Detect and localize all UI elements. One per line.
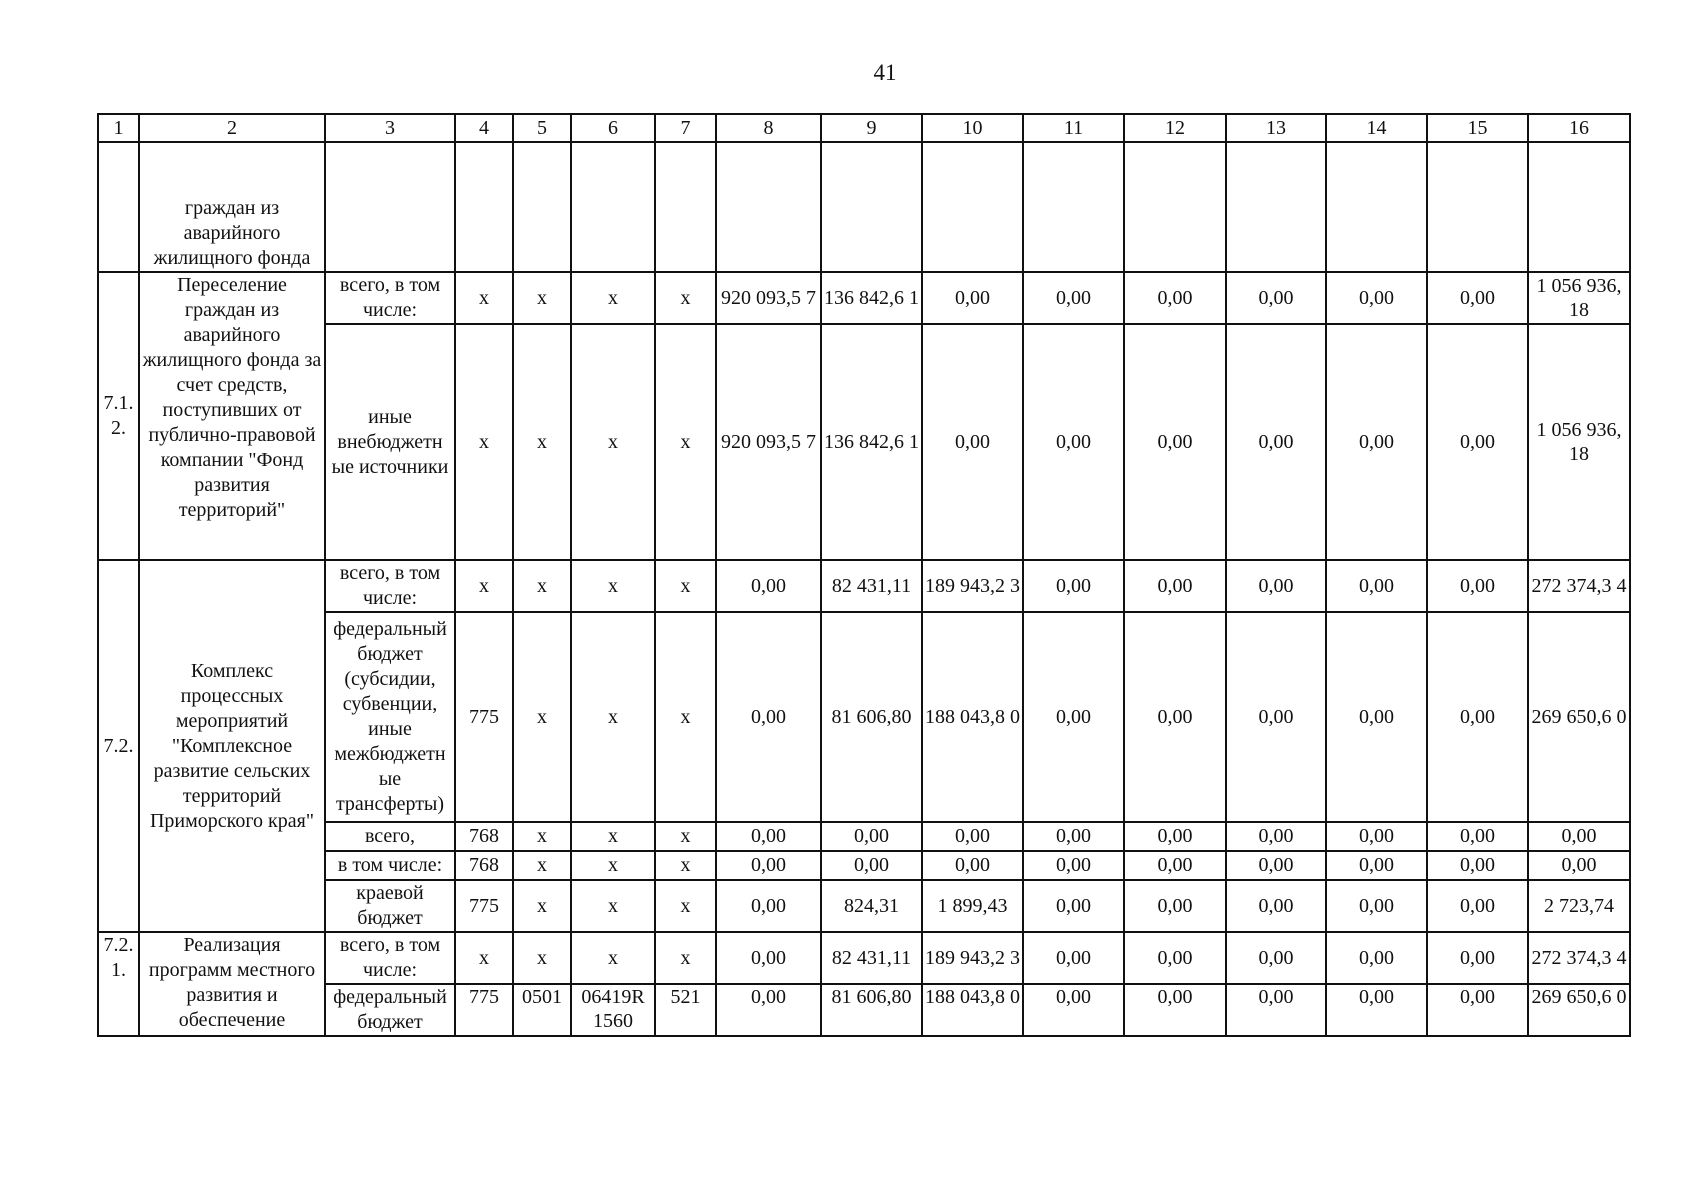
value-cell: x	[513, 822, 571, 851]
page-number: 41	[873, 60, 897, 85]
budget-table	[97, 113, 1631, 1037]
table-row	[98, 932, 1630, 984]
header-cell: 6	[571, 114, 655, 142]
value-cell: 0,00	[716, 880, 821, 932]
header-cell: 14	[1326, 114, 1427, 142]
value-cell: 0,00	[1124, 272, 1226, 324]
source-cell: краевой бюджет	[325, 880, 455, 932]
value-cell: 0,00	[821, 822, 922, 851]
value-cell: 920 093,5 7	[716, 272, 821, 324]
value-cell: 188 043,8 0	[922, 984, 1023, 1036]
header-cell: 10	[922, 114, 1023, 142]
value-cell: 775	[455, 612, 513, 822]
value-cell: 189 943,2 3	[922, 932, 1023, 984]
value-cell: x	[571, 880, 655, 932]
value-cell: 0,00	[922, 324, 1023, 560]
value-cell: 0,00	[821, 851, 922, 880]
value-cell: x	[655, 272, 716, 324]
value-cell: x	[655, 932, 716, 984]
value-cell: 0,00	[1427, 612, 1528, 822]
header-row	[98, 114, 1630, 142]
value-cell: x	[513, 612, 571, 822]
value-cell: 82 431,11	[821, 560, 922, 612]
header-cell: 16	[1528, 114, 1630, 142]
value-cell: 0,00	[1326, 984, 1427, 1036]
value-cell: 0,00	[1023, 932, 1124, 984]
value-cell: 0,00	[1226, 324, 1326, 560]
source-cell: всего, в том числе:	[325, 272, 455, 324]
value-cell: x	[571, 612, 655, 822]
value-cell: 0,00	[1226, 612, 1326, 822]
row-number: 7.2. 1.	[98, 932, 139, 1036]
header-cell: 3	[325, 114, 455, 142]
row-name: граждан из аварийного жилищного фонда	[139, 142, 325, 272]
value-cell: 81 606,80	[821, 612, 922, 822]
value-cell: x	[513, 324, 571, 560]
value-cell: 0,00	[1528, 851, 1630, 880]
value-cell: 0,00	[1326, 932, 1427, 984]
value-cell: x	[455, 560, 513, 612]
value-cell: 81 606,80	[821, 984, 922, 1036]
value-cell: 0,00	[1124, 880, 1226, 932]
header-cell: 11	[1023, 114, 1124, 142]
value-cell: 0,00	[1427, 822, 1528, 851]
value-cell: 0,00	[1427, 932, 1528, 984]
value-cell: 0,00	[1023, 822, 1124, 851]
value-cell: 0,00	[1023, 324, 1124, 560]
header-cell: 15	[1427, 114, 1528, 142]
value-cell: 920 093,5 7	[716, 324, 821, 560]
value-cell: 0,00	[1427, 984, 1528, 1036]
source-cell: в том числе:	[325, 851, 455, 880]
value-cell: 0,00	[1124, 612, 1226, 822]
value-cell: 0,00	[1124, 324, 1226, 560]
value-cell: 0,00	[922, 272, 1023, 324]
value-cell: 136 842,6 1	[821, 272, 922, 324]
value-cell: 775	[455, 880, 513, 932]
value-cell: x	[513, 880, 571, 932]
value-cell: 0,00	[716, 822, 821, 851]
value-cell: 0,00	[1326, 272, 1427, 324]
value-cell: 775	[455, 984, 513, 1036]
value-cell: 0,00	[1226, 984, 1326, 1036]
value-cell: 0,00	[1226, 851, 1326, 880]
value-cell: 0,00	[1124, 822, 1226, 851]
value-cell: x	[571, 324, 655, 560]
value-cell: x	[513, 932, 571, 984]
value-cell: 272 374,3 4	[1528, 932, 1630, 984]
header-cell: 2	[139, 114, 325, 142]
value-cell: 768	[455, 822, 513, 851]
value-cell: 2 723,74	[1528, 880, 1630, 932]
value-cell: 0,00	[1427, 324, 1528, 560]
value-cell: 0,00	[1124, 851, 1226, 880]
value-cell: 0,00	[922, 822, 1023, 851]
value-cell: x	[571, 932, 655, 984]
value-cell: x	[655, 324, 716, 560]
table-row	[98, 272, 1630, 324]
value-cell: x	[513, 272, 571, 324]
value-cell: x	[655, 560, 716, 612]
value-cell: 0,00	[716, 612, 821, 822]
value-cell: 0,00	[1326, 560, 1427, 612]
value-cell: 269 650,6 0	[1528, 984, 1630, 1036]
value-cell: 0,00	[922, 851, 1023, 880]
table-row	[98, 880, 1630, 932]
value-cell: 0,00	[1427, 272, 1528, 324]
table-row	[98, 560, 1630, 612]
value-cell: 1 056 936, 18	[1528, 272, 1630, 324]
value-cell: 768	[455, 851, 513, 880]
header-cell: 5	[513, 114, 571, 142]
value-cell: 0,00	[1427, 560, 1528, 612]
value-cell: 0,00	[1226, 880, 1326, 932]
header-cell: 4	[455, 114, 513, 142]
value-cell: 0,00	[1124, 560, 1226, 612]
value-cell: 0,00	[1226, 272, 1326, 324]
source-cell: всего, в том числе:	[325, 932, 455, 984]
value-cell: 824,31	[821, 880, 922, 932]
table-row	[98, 324, 1630, 560]
value-cell: x	[513, 560, 571, 612]
header-cell: 7	[655, 114, 716, 142]
value-cell: 0,00	[716, 932, 821, 984]
value-cell: 0,00	[1427, 880, 1528, 932]
value-cell: x	[455, 932, 513, 984]
row-name: Комплекс процессных мероприятий "Комплексное развитие сельских территорий Приморского края"	[139, 560, 325, 932]
value-cell: x	[455, 272, 513, 324]
value-cell: 0,00	[1326, 880, 1427, 932]
value-cell: 0,00	[1023, 880, 1124, 932]
table-row	[98, 612, 1630, 822]
value-cell: 06419R 1560	[571, 984, 655, 1036]
header-cell: 9	[821, 114, 922, 142]
value-cell: x	[571, 822, 655, 851]
value-cell: 0,00	[1427, 851, 1528, 880]
value-cell: x	[655, 612, 716, 822]
value-cell: 0,00	[1023, 560, 1124, 612]
value-cell: 0,00	[1326, 324, 1427, 560]
value-cell: 1 899,43	[922, 880, 1023, 932]
source-cell: всего,	[325, 822, 455, 851]
value-cell: 521	[655, 984, 716, 1036]
value-cell: 0,00	[716, 560, 821, 612]
value-cell: 136 842,6 1	[821, 324, 922, 560]
value-cell: x	[513, 851, 571, 880]
value-cell: x	[571, 272, 655, 324]
value-cell: 272 374,3 4	[1528, 560, 1630, 612]
value-cell: x	[655, 822, 716, 851]
value-cell: 0,00	[716, 851, 821, 880]
value-cell: x	[455, 324, 513, 560]
table-row	[98, 142, 1630, 272]
value-cell: 0,00	[1226, 560, 1326, 612]
source-cell: иные внебюджетн ые источники	[325, 324, 455, 560]
value-cell: 0,00	[1124, 932, 1226, 984]
value-cell: 269 650,6 0	[1528, 612, 1630, 822]
value-cell: x	[571, 560, 655, 612]
value-cell: x	[571, 851, 655, 880]
header-cell: 13	[1226, 114, 1326, 142]
source-cell: федеральный бюджет (субсидии, субвенции, иные межбюджетн ые трансферты)	[325, 612, 455, 822]
row-number: 7.2.	[98, 560, 139, 932]
value-cell: 0,00	[1326, 851, 1427, 880]
header-cell: 1	[98, 114, 139, 142]
value-cell: 0,00	[1326, 822, 1427, 851]
value-cell: 0501	[513, 984, 571, 1036]
row-name: Переселение граждан из аварийного жилищного фонда за счет средств, поступивших от публично-правовой компании "Фонд развития территорий"	[139, 272, 325, 560]
value-cell: 0,00	[1023, 984, 1124, 1036]
value-cell: 0,00	[716, 984, 821, 1036]
row-number: 7.1. 2.	[98, 272, 139, 560]
value-cell: 1 056 936, 18	[1528, 324, 1630, 560]
value-cell: 188 043,8 0	[922, 612, 1023, 822]
header-cell: 12	[1124, 114, 1226, 142]
value-cell: 82 431,11	[821, 932, 922, 984]
table-row	[98, 822, 1630, 851]
row-number	[98, 142, 139, 272]
row-name: Реализация программ местного развития и обеспечение	[139, 932, 325, 1036]
value-cell: 0,00	[1326, 612, 1427, 822]
value-cell: 0,00	[1023, 851, 1124, 880]
value-cell: 0,00	[1528, 822, 1630, 851]
header-cell: 8	[716, 114, 821, 142]
table-row	[98, 851, 1630, 880]
value-cell: 0,00	[1023, 612, 1124, 822]
value-cell: 189 943,2 3	[922, 560, 1023, 612]
source-cell: федеральный бюджет	[325, 984, 455, 1036]
value-cell: x	[655, 880, 716, 932]
value-cell: 0,00	[1226, 822, 1326, 851]
value-cell: 0,00	[1226, 932, 1326, 984]
value-cell: x	[655, 851, 716, 880]
value-cell: 0,00	[1124, 984, 1226, 1036]
value-cell: 0,00	[1023, 272, 1124, 324]
source-cell: всего, в том числе:	[325, 560, 455, 612]
table-row	[98, 984, 1630, 1036]
